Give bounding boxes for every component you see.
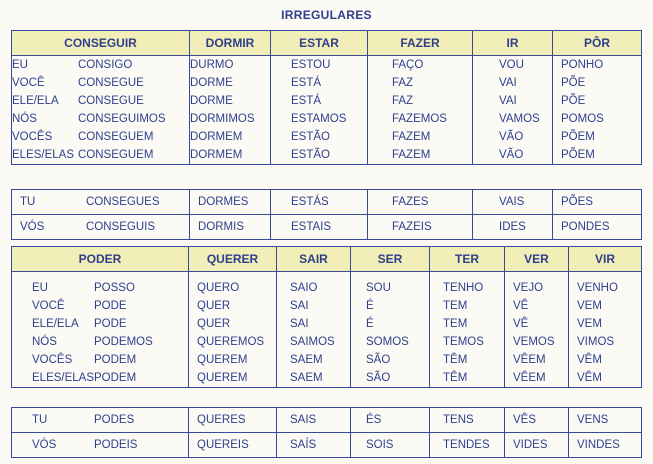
pronoun: VÓS (32, 439, 57, 451)
pronoun: EU (12, 59, 28, 71)
pronoun: ELES/ELAS (32, 372, 95, 384)
verb-form: VENHO (577, 282, 618, 294)
verb-form: CONSEGUE (78, 77, 144, 89)
verb-form: PÕEM (561, 149, 595, 161)
verb-form: ESTÃO (291, 131, 330, 143)
header-conseguir: CONSEGUIR (12, 31, 190, 56)
ver-cell (505, 272, 569, 388)
verb-form: VENS (569, 408, 642, 433)
verb-form: QUEREM (197, 372, 248, 384)
pronoun: EU (32, 282, 48, 294)
verb-form: DORME (190, 95, 233, 107)
verb-form: VINDES (569, 433, 642, 458)
verb-form: VEM (577, 318, 602, 330)
verb-form: CONSEGUIMOS (78, 113, 166, 125)
por-cell (553, 56, 642, 165)
verb-form: SOMOS (366, 336, 409, 348)
verb-form: QUEREMOS (197, 336, 265, 348)
verb-form: ESTAMOS (291, 113, 347, 125)
verb-form: PONDES (553, 215, 642, 240)
verb-form: SÃO (366, 372, 391, 384)
verb-form: VAI (499, 95, 517, 107)
verb-form: FAÇO (392, 59, 424, 71)
verb-form: VÊS (505, 408, 569, 433)
verb-form: É (366, 318, 374, 330)
verb-form: SAIS (277, 408, 351, 433)
verb-form: VAI (499, 77, 517, 89)
verb-form: TEMOS (443, 336, 484, 348)
estar-cell (271, 56, 368, 165)
header-ir: IR (473, 31, 553, 56)
page-title: IRREGULARES (281, 8, 372, 22)
verb-form: DORMEM (190, 131, 243, 143)
verb-form: PODEM (94, 372, 137, 384)
verb-form: VOU (499, 59, 524, 71)
verb-form: ESTÁ (291, 95, 322, 107)
verb-form: PONHO (561, 59, 604, 71)
verb-form: PÕE (561, 95, 586, 107)
header-poder: PODER (12, 247, 189, 272)
header-ver: VER (505, 247, 569, 272)
bottom-tu-vos-table (11, 407, 642, 458)
verb-form: DORMIS (190, 215, 271, 240)
verb-form: SAEM (290, 354, 323, 366)
verb-form: TENDES (430, 433, 505, 458)
verb-form: CONSEGUIS (86, 221, 156, 233)
table-row (12, 215, 642, 240)
verb-form: QUEREIS (189, 433, 277, 458)
pronoun: ELE/ELA (12, 95, 59, 107)
header-sair: SAIR (277, 247, 351, 272)
pronoun: TU (20, 196, 36, 208)
sair-cell (277, 272, 351, 388)
verb-form: FAZES (368, 190, 473, 215)
pronoun: TU (32, 414, 48, 426)
table-row (12, 190, 642, 215)
vir-cell (569, 272, 642, 388)
verb-form: FAZEM (392, 131, 431, 143)
verb-form: ESTÃO (291, 149, 330, 161)
table-row (12, 408, 642, 433)
verb-form: PODEM (94, 354, 137, 366)
verb-form: VÊEM (513, 372, 546, 384)
verb-form: IDES (473, 215, 553, 240)
top-tu-vos-table (11, 189, 642, 240)
verb-form: SAIO (290, 282, 318, 294)
verb-form: PÕE (561, 77, 586, 89)
pronoun: VOCÊ (12, 77, 45, 89)
verb-form: DORMIMOS (190, 113, 255, 125)
ser-cell (351, 272, 430, 388)
querer-cell (189, 272, 277, 388)
verb-form: POSSO (94, 282, 135, 294)
verb-form: VÃO (499, 149, 524, 161)
pronoun: VÓS (20, 221, 45, 233)
header-por: PÔR (553, 31, 642, 56)
verb-form: FAZEIS (368, 215, 473, 240)
header-dormir: DORMIR (190, 31, 271, 56)
verb-form: VÊ (513, 318, 529, 330)
verb-form: TEM (443, 318, 468, 330)
verb-form: VEM (577, 300, 602, 312)
verb-form: DURMO (190, 59, 234, 71)
pronoun: NÓS (12, 113, 37, 125)
verb-form: PODES (94, 414, 135, 426)
ter-cell (430, 272, 505, 388)
verb-form: SOU (366, 282, 391, 294)
verb-form: ÉS (351, 408, 430, 433)
top-conjugation-table (11, 30, 642, 165)
conseguir-cell (12, 56, 190, 165)
verb-form: CONSEGUEM (78, 149, 154, 161)
verb-form: VÊM (577, 354, 602, 366)
verb-form: VEMOS (513, 336, 555, 348)
pronoun: ELES/ELAS (12, 149, 75, 161)
verb-form: VÊM (577, 372, 602, 384)
verb-form: DORME (190, 77, 233, 89)
verb-form: FAZ (392, 77, 414, 89)
verb-form: CONSEGUES (86, 196, 160, 208)
verb-form: VÃO (499, 131, 524, 143)
verb-form: SÃO (366, 354, 391, 366)
header-estar: ESTAR (271, 31, 368, 56)
verb-form: VÊ (513, 300, 529, 312)
pronoun: NÓS (32, 336, 57, 348)
verb-form: SAI (290, 300, 309, 312)
verb-form: PÕEM (561, 131, 595, 143)
verb-form: FAZEMOS (392, 113, 447, 125)
verb-form: SAI (290, 318, 309, 330)
verb-form: VIMOS (577, 336, 615, 348)
header-ser: SER (351, 247, 430, 272)
verb-form: TÊM (443, 354, 468, 366)
verb-form: SOIS (351, 433, 430, 458)
verb-form: SAEM (290, 372, 323, 384)
verb-form: ESTÁ (291, 77, 322, 89)
verb-form: TEM (443, 300, 468, 312)
verb-form: CONSIGO (78, 59, 133, 71)
pronoun: VOCÊ (32, 300, 65, 312)
ir-cell (473, 56, 553, 165)
verb-form: FAZ (392, 95, 414, 107)
verb-form: DORMES (190, 190, 271, 215)
verb-form: TÊM (443, 372, 468, 384)
table-row (12, 433, 642, 458)
pronoun: VOCÊS (32, 354, 73, 366)
verb-form: POMOS (561, 113, 604, 125)
verb-form: PODE (94, 318, 127, 330)
verb-form: CONSEGUEM (78, 131, 154, 143)
header-fazer: FAZER (368, 31, 473, 56)
verb-form: FAZEM (392, 149, 431, 161)
verb-form: PODEIS (94, 439, 138, 451)
verb-form: QUERO (197, 282, 240, 294)
verb-form: QUER (197, 318, 231, 330)
verb-form: SAÍS (277, 433, 351, 458)
poder-cell (12, 272, 189, 388)
verb-form: QUEREM (197, 354, 248, 366)
verb-form: ESTOU (291, 59, 331, 71)
verb-form: PODEMOS (94, 336, 153, 348)
fazer-cell (368, 56, 473, 165)
verb-form: É (366, 300, 374, 312)
verb-form: CONSEGUE (78, 95, 144, 107)
pronoun: VOCÊS (12, 131, 53, 143)
verb-form: QUER (197, 300, 231, 312)
verb-form: PÕES (553, 190, 642, 215)
verb-form: SAIMOS (290, 336, 335, 348)
verb-form: VÊEM (513, 354, 546, 366)
verb-form: QUERES (189, 408, 277, 433)
verb-form: DORMEM (190, 149, 243, 161)
dormir-cell (190, 56, 271, 165)
verb-form: VEJO (513, 282, 544, 294)
verb-form: PODE (94, 300, 127, 312)
verb-form: TENS (430, 408, 505, 433)
verb-form: ESTAIS (271, 215, 368, 240)
header-vir: VIR (569, 247, 642, 272)
verb-form: TENHO (443, 282, 484, 294)
verb-form: VIDES (505, 433, 569, 458)
verb-form: ESTÁS (271, 190, 368, 215)
pronoun: ELE/ELA (32, 318, 79, 330)
verb-form: VAMOS (499, 113, 540, 125)
header-ter: TER (430, 247, 505, 272)
verb-form: VAIS (473, 190, 553, 215)
header-querer: QUERER (189, 247, 277, 272)
bottom-conjugation-table (11, 246, 642, 388)
